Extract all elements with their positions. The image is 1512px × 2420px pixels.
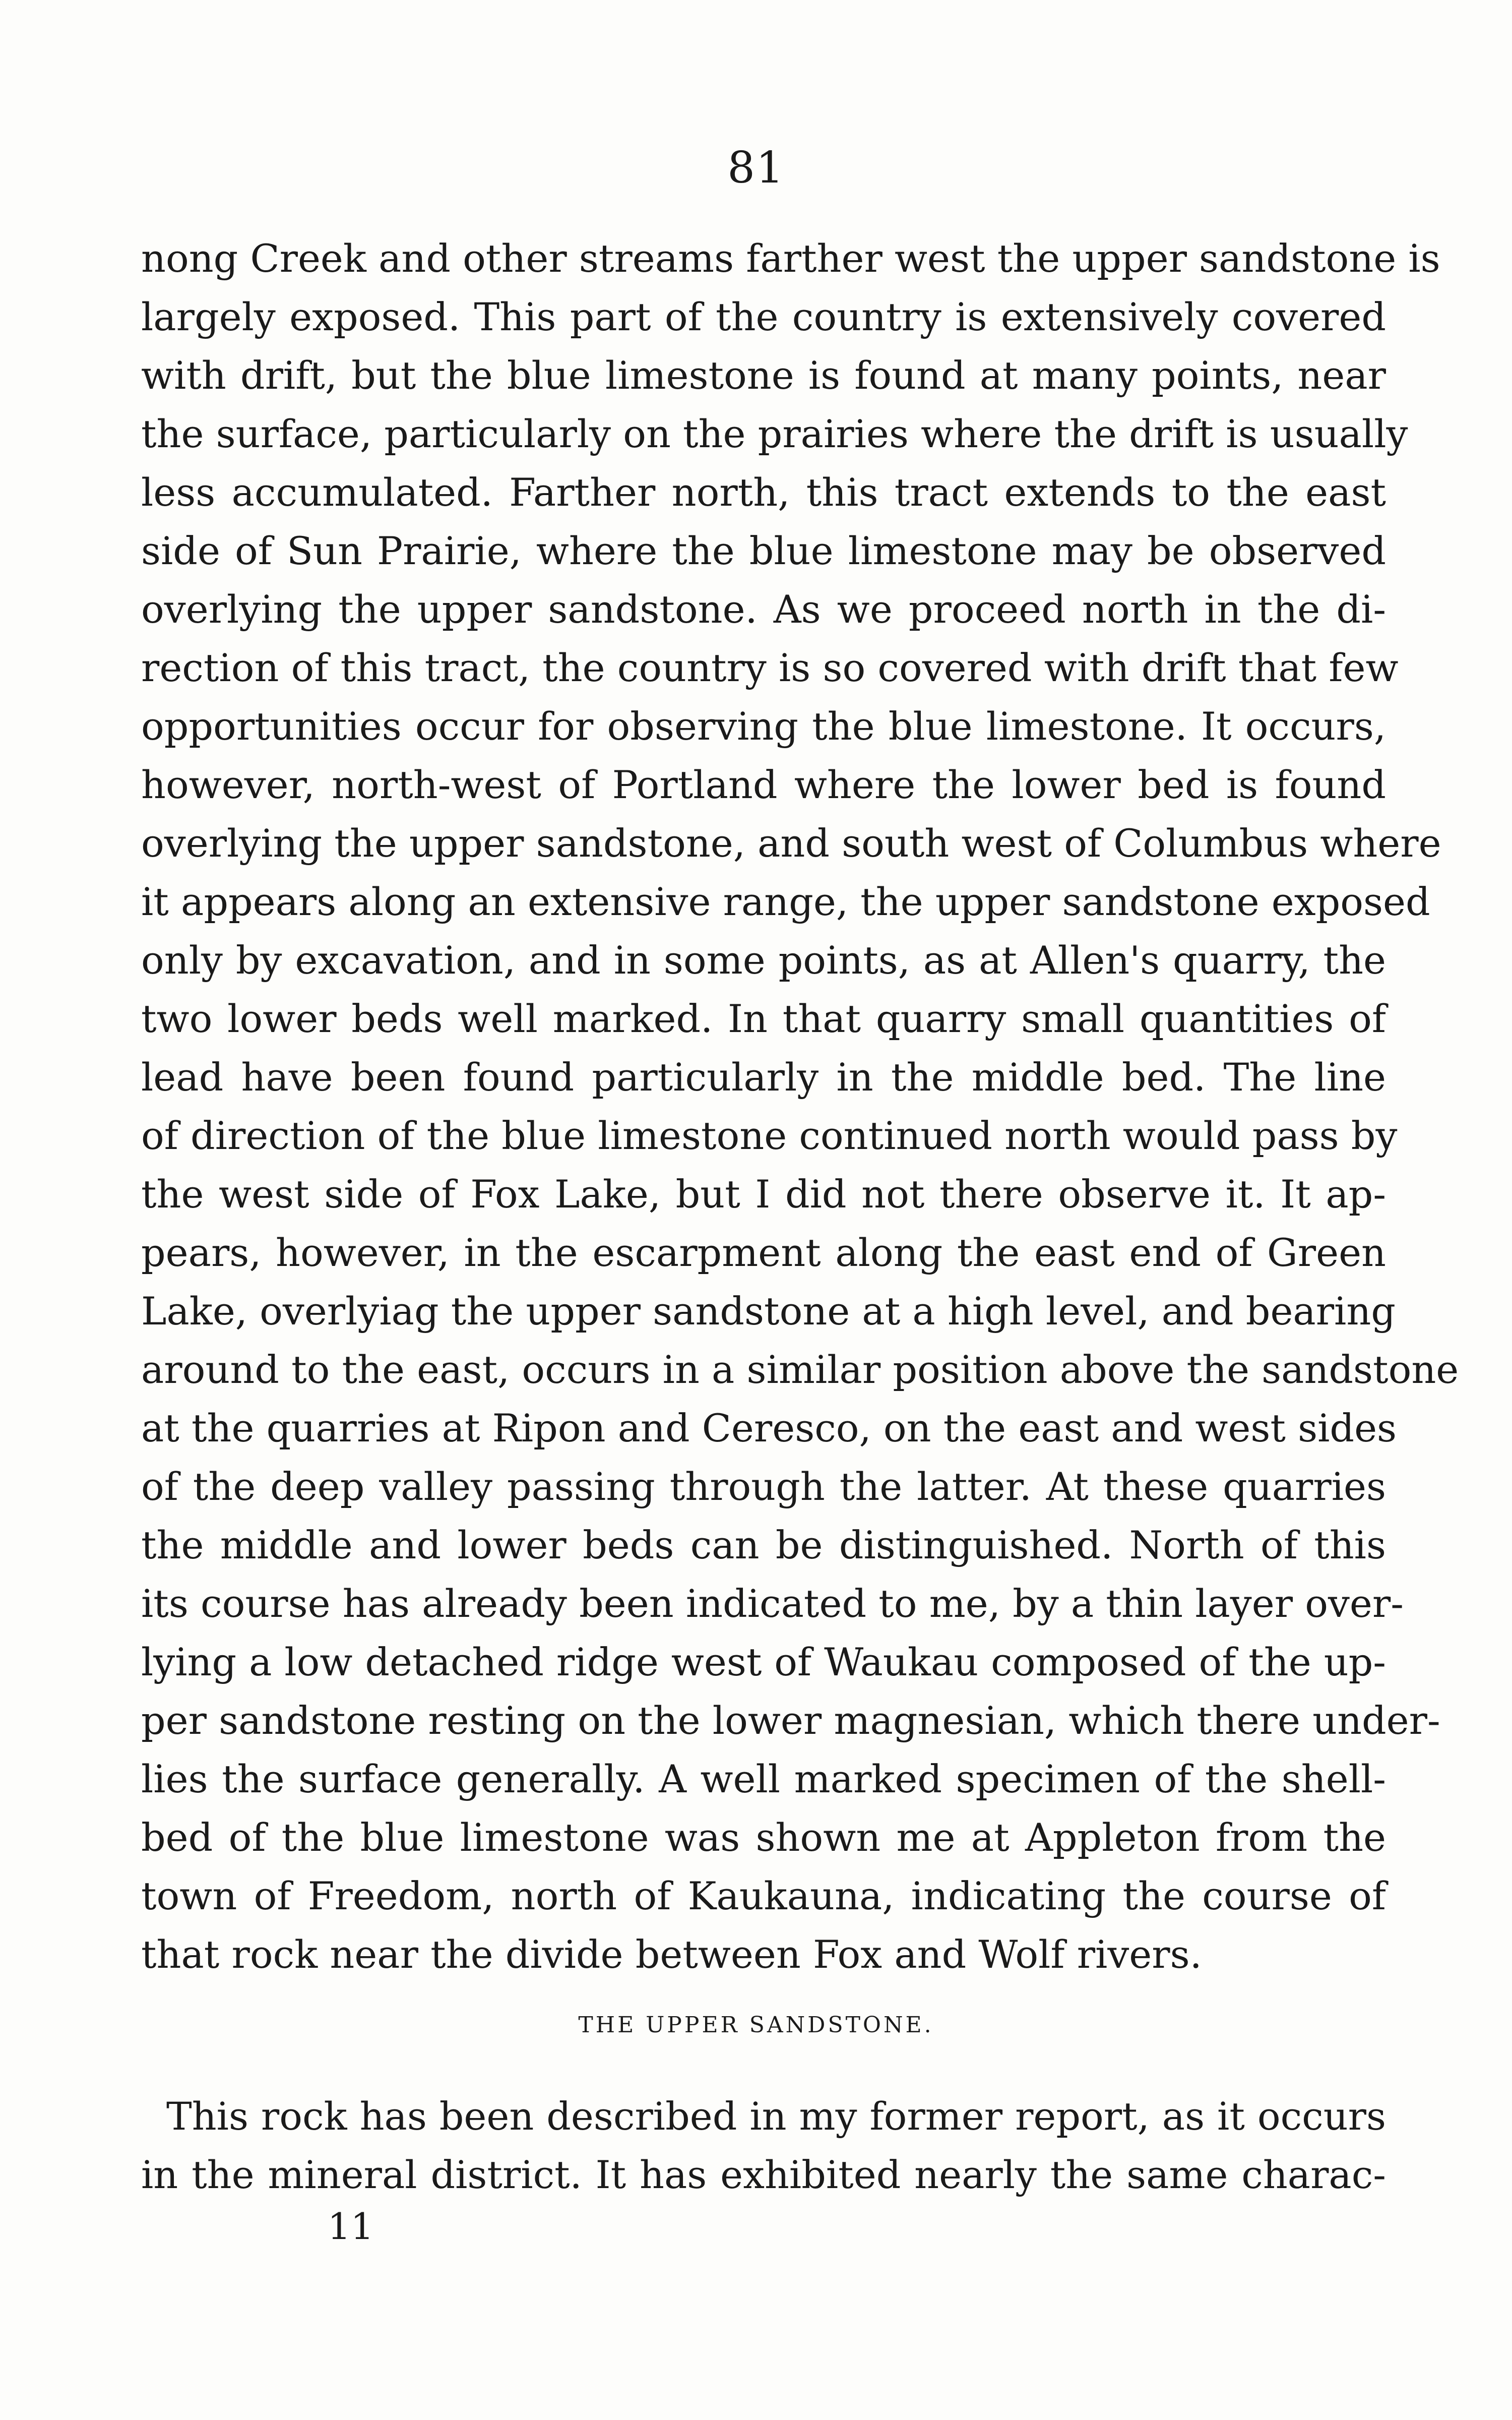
body-paragraph [141,229,1459,1984]
text-line: per sandstone resting on the lower magnesian, which there under- [141,1698,1440,1743]
text-line: rection of this tract, the country is so covered with drift that few [141,645,1399,690]
text-line: with drift, but the blue limestone is found at many points, near [141,353,1386,398]
text-line: overlying the upper sandstone, and south west of Columbus where [141,821,1441,866]
text-line: nong Creek and other streams farther west the upper sandstone is [141,236,1440,281]
text-line: pears, however, in the escarpment along the east end of Green [141,1230,1386,1275]
text-line: lies the surface generally. A well marked specimen of the shell- [141,1757,1386,1801]
text-line: at the quarries at Ripon and Ceresco, on the east and west sides [141,1406,1397,1450]
text-line: only by excavation, and in some points, as at Allen's quarry, the [141,938,1386,983]
text-line: side of Sun Prairie, where the blue limestone may be observed [141,528,1386,573]
text-line: of the deep valley passing through the latter. At these quarries [141,1464,1386,1509]
text-line: less accumulated. Farther north, this tract extends to the east [141,470,1386,515]
text-line: the surface, particularly on the prairies where the drift is usually [141,411,1408,456]
section-paragraph [141,2087,1386,2204]
text-line: its course has already been indicated to me, by a thin layer over- [141,1581,1404,1626]
text-line: the west side of Fox Lake, but I did not there observe it. It ap- [141,1172,1386,1217]
text-line: around to the east, occurs in a similar position above the sandstone [141,1347,1459,1392]
text-line: Lake, overlyiag the upper sandstone at a high level, and bearing [141,1289,1396,1334]
text-line: however, north-west of Portland where the lower bed is found [141,762,1386,807]
text-line: largely exposed. This part of the country is extensively covered [141,294,1386,339]
page-number: 81 [727,143,785,193]
text-line: lying a low detached ridge west of Waukau composed of the up- [141,1640,1386,1684]
text-line: lead have been found particularly in the middle bed. The line [141,1055,1386,1100]
text-line: in the mineral district. It has exhibited nearly the same charac- [141,2152,1386,2197]
text-line: that rock near the divide between Fox and Wolf rivers. [141,1932,1202,1977]
signature-mark: 11 [328,2205,374,2248]
text-line: bed of the blue limestone was shown me at Appleton from the [141,1815,1386,1860]
text-line: it appears along an extensive range, the upper sandstone exposed [141,879,1430,924]
text-line: of direction of the blue limestone continued north would pass by [141,1113,1398,1158]
section-heading: THE UPPER SANDSTONE. [578,2012,934,2038]
text-line: overlying the upper sandstone. As we proceed north in the di- [141,587,1386,632]
text-line: This rock has been described in my former report, as it occurs [166,2094,1386,2139]
text-line: the middle and lower beds can be distinguished. North of this [141,1523,1386,1567]
text-line: town of Freedom, north of Kaukauna, indicating the course of [141,1873,1386,1918]
text-line: two lower beds well marked. In that quarry small quantities of [141,996,1386,1041]
text-line: opportunities occur for observing the blue limestone. It occurs, [141,704,1386,749]
